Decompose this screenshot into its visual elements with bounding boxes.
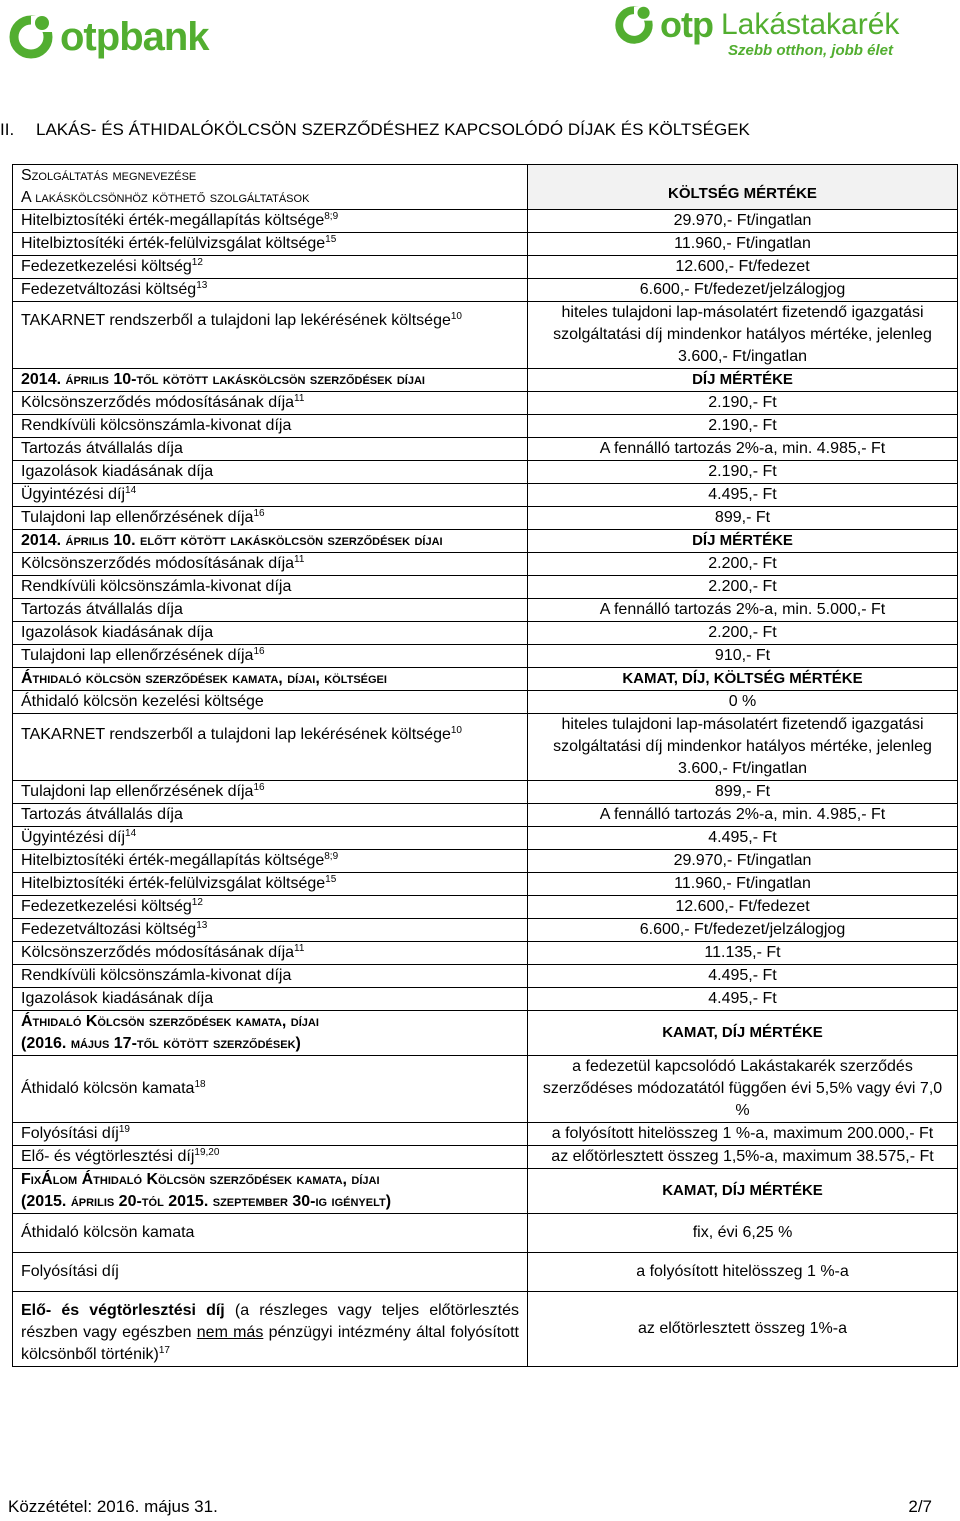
- g4-title: Áthidaló kölcsön szerződések kamata, díjai, költségei: [13, 668, 528, 691]
- g5-value: a fedezetül kapcsolódó Lakástakarék szerződés szerződéses módozatától függően évi 5,5% vagy évi 7,0 %: [528, 1056, 958, 1123]
- g2-value: 2.190,- Ft: [528, 415, 958, 438]
- g4-value: 4.495,- Ft: [528, 965, 958, 988]
- g6-fee-label: Folyósítási díj: [13, 1253, 528, 1292]
- section-title-text: LAKÁS- ÉS ÁTHIDALÓKÖLCSÖN SZERZŐDÉSHEZ KAPCSOLÓDÓ DÍJAK ÉS KÖLTSÉGEK: [36, 120, 750, 139]
- g4-label: Kölcsönszerződés módosításának díja$^{11}$: [13, 942, 528, 965]
- footnote-ref: 12: [191, 257, 203, 268]
- g4-takarnet-label: TAKARNET rendszerből a tulajdoni lap lekérésének költsége$^{10}$: [13, 714, 528, 781]
- g4-value: 6.600,- Ft/fedezet/jelzálogjog: [528, 919, 958, 942]
- footnote-ref: 8;9: [324, 851, 339, 862]
- footnote-ref: 13: [196, 920, 208, 931]
- g2-value: 2.190,- Ft: [528, 392, 958, 415]
- fees-table: [12, 164, 958, 1367]
- g6-rate-value: fix, évi 6,25 %: [528, 1214, 958, 1253]
- footnote-ref: 17: [158, 1345, 170, 1356]
- g2-value: 4.495,- Ft: [528, 484, 958, 507]
- g4-value: 29.970,- Ft/ingatlan: [528, 850, 958, 873]
- g2-title: 2014. április 10-től kötött lakáskölcsön szerződések díjai: [13, 369, 528, 392]
- footnote-ref: 18: [194, 1079, 206, 1090]
- g4-first-label: Áthidaló kölcsön kezelési költsége: [13, 691, 528, 714]
- g1-value: 29.970,- Ft/ingatlan: [528, 210, 958, 233]
- footnote-ref: 16: [253, 646, 265, 657]
- g3-value: 2.200,- Ft: [528, 576, 958, 599]
- g4-label: Tartozás átvállalás díja: [13, 804, 528, 827]
- g6-title: FixÁlom Áthidaló Kölcsön szerződések kamata, díjai (2015. április 20-tól 2015. szeptember 30-ig igényelt): [13, 1169, 528, 1214]
- g1-label: Fedezetváltozási költség$^{13}$: [13, 279, 528, 302]
- g4-value: 11.135,- Ft: [528, 942, 958, 965]
- g2-value: 2.190,- Ft: [528, 461, 958, 484]
- g6-fee-value: a folyósított hitelösszeg 1 %-a: [528, 1253, 958, 1292]
- lakastakarek-logo-text: Lakástakarék: [720, 8, 900, 41]
- g4-value: 11.960,- Ft/ingatlan: [528, 873, 958, 896]
- otpbank-logo: [8, 14, 209, 60]
- g6-rate-label: Áthidaló kölcsön kamata: [13, 1214, 528, 1253]
- g2-label: Tartozás átvállalás díja: [13, 438, 528, 461]
- g2-label: Ügyintézési díj$^{14}$: [13, 484, 528, 507]
- g3-label: Tulajdoni lap ellenőrzésének díja$^{16}$: [13, 645, 528, 668]
- g5-title: Áthidaló Kölcsön szerződések kamata, díjai (2016. május 17-től kötött szerződések): [13, 1011, 528, 1056]
- g4-head-right: KAMAT, DÍJ, KÖLTSÉG MÉRTÉKE: [528, 668, 958, 691]
- cost-header: KÖLTSÉG MÉRTÉKE: [528, 165, 958, 210]
- footnote-ref: 12: [191, 897, 203, 908]
- footnote-ref: 15: [325, 234, 337, 245]
- g3-label: Rendkívüli kölcsönszámla-kivonat díja: [13, 576, 528, 599]
- g3-value: 2.200,- Ft: [528, 553, 958, 576]
- otpbank-logo-text: otpbank: [60, 14, 209, 59]
- footnote-ref: 16: [253, 782, 265, 793]
- g3-label: Tartozás átvállalás díja: [13, 599, 528, 622]
- footnote-ref: 11: [294, 943, 305, 954]
- g4-value: A fennálló tartozás 2%-a, min. 4.985,- Ft: [528, 804, 958, 827]
- g4-value: 12.600,- Ft/fedezet: [528, 896, 958, 919]
- g5-label: Elő- és végtörlesztési díj$^{19,20}$: [13, 1146, 528, 1169]
- g5-value: a folyósított hitelösszeg 1 %-a, maximum 200.000,- Ft: [528, 1123, 958, 1146]
- otp-logo-text: otp: [660, 4, 713, 45]
- g5-head-right: KAMAT, DÍJ MÉRTÉKE: [528, 1011, 958, 1056]
- footnote-ref: 11: [294, 554, 305, 565]
- takarnet-label: TAKARNET rendszerből a tulajdoni lap lekérésének költsége$^{10}$: [13, 302, 528, 369]
- g4-label: Hitelbiztosítéki érték-felülvizsgálat költsége$^{15}$: [13, 873, 528, 896]
- g5-label: Folyósítási díj$^{19}$: [13, 1123, 528, 1146]
- g2-label: Rendkívüli kölcsönszámla-kivonat díja: [13, 415, 528, 438]
- g5-label: Áthidaló kölcsön kamata$^{18}$: [13, 1056, 528, 1123]
- logo-slogan: Szebb otthon, jobb élet: [728, 42, 893, 59]
- g4-label: Ügyintézési díj$^{14}$: [13, 827, 528, 850]
- g4-first-value: 0 %: [528, 691, 958, 714]
- g2-value: 899,- Ft: [528, 507, 958, 530]
- g2-label: Tulajdoni lap ellenőrzésének díja$^{16}$: [13, 507, 528, 530]
- g4-value: 899,- Ft: [528, 781, 958, 804]
- g3-value: 2.200,- Ft: [528, 622, 958, 645]
- g3-head-right: DÍJ MÉRTÉKE: [528, 530, 958, 553]
- g1-value: 11.960,- Ft/ingatlan: [528, 233, 958, 256]
- g4-label: Hitelbiztosítéki érték-megállapítás költsége$^{8;9}$: [13, 850, 528, 873]
- footnote-ref: 19: [118, 1124, 130, 1135]
- g1-label: Fedezetkezelési költség$^{12}$: [13, 256, 528, 279]
- footnote-ref: 14: [125, 485, 137, 496]
- g3-value: 910,- Ft: [528, 645, 958, 668]
- g6-head-right: KAMAT, DÍJ MÉRTÉKE: [528, 1169, 958, 1214]
- g3-value: A fennálló tartozás 2%-a, min. 5.000,- Ft: [528, 599, 958, 622]
- footnote-ref: 11: [294, 393, 305, 404]
- g3-label: Igazolások kiadásának díja: [13, 622, 528, 645]
- g2-label: Kölcsönszerződés módosításának díja$^{11}$: [13, 392, 528, 415]
- table-head-left: [13, 165, 528, 210]
- g2-label: Igazolások kiadásának díja: [13, 461, 528, 484]
- g2-value: A fennálló tartozás 2%-a, min. 4.985,- Ft: [528, 438, 958, 461]
- g1-value: 6.600,- Ft/fedezet/jelzálogjog: [528, 279, 958, 302]
- g5-value: az előtörlesztett összeg 1,5%-a, maximum 38.575,- Ft: [528, 1146, 958, 1169]
- g3-title: 2014. április 10. előtt kötött lakáskölcsön szerződések díjai: [13, 530, 528, 553]
- g6-prepay-label: Elő- és végtörlesztési díj (a részleges vagy teljes előtörlesztés részben vagy egészben nem más pénzügyi intézmény által folyósított kölcsönből történik)$^{17}$: [13, 1292, 528, 1367]
- service-name-header: Szolgáltatás megnevezése: [21, 167, 197, 184]
- g6-prepay-value: az előtörlesztett összeg 1%-a: [528, 1292, 958, 1367]
- g2-head-right: DÍJ MÉRTÉKE: [528, 369, 958, 392]
- footnote-ref: 8;9: [324, 211, 339, 222]
- g1-value: 12.600,- Ft/fedezet: [528, 256, 958, 279]
- otp-swirl-icon: [614, 5, 654, 45]
- g4-value: 4.495,- Ft: [528, 827, 958, 850]
- footnote-ref: 19,20: [194, 1147, 220, 1158]
- footnote-ref: 10: [450, 311, 462, 322]
- services-header: A lakáskölcsönhöz köthető szolgáltatások: [21, 189, 310, 206]
- footnote-ref: 15: [325, 874, 337, 885]
- publish-date: Közzététel: 2016. május 31.: [8, 1497, 218, 1516]
- footnote-ref: 13: [196, 280, 208, 291]
- page-number: 2/7: [908, 1497, 932, 1516]
- g1-label: Hitelbiztosítéki érték-felülvizsgálat költsége$^{15}$: [13, 233, 528, 256]
- g4-label: Fedezetkezelési költség$^{12}$: [13, 896, 528, 919]
- footnote-ref: 10: [450, 725, 462, 736]
- g4-label: Fedezetváltozási költség$^{13}$: [13, 919, 528, 942]
- section-number: II.: [0, 120, 15, 139]
- g4-label: Igazolások kiadásának díja: [13, 988, 528, 1011]
- g4-label: Rendkívüli kölcsönszámla-kivonat díja: [13, 965, 528, 988]
- otp-lakastakarek-logo: [614, 4, 899, 59]
- g4-takarnet-value: hiteles tulajdoni lap-másolatért fizetendő igazgatási szolgáltatási díj mindenkor hatályos mértéke, jelenleg 3.600,- Ft/ingatlan: [528, 714, 958, 781]
- g1-label: Hitelbiztosítéki érték-megállapítás költsége$^{8;9}$: [13, 210, 528, 233]
- g4-label: Tulajdoni lap ellenőrzésének díja$^{16}$: [13, 781, 528, 804]
- takarnet-value: hiteles tulajdoni lap-másolatért fizetendő igazgatási szolgáltatási díj mindenkor hatályos mértéke, jelenleg 3.600,- Ft/ingatlan: [528, 302, 958, 369]
- otp-swirl-icon: [8, 14, 54, 60]
- g3-label: Kölcsönszerződés módosításának díja$^{11}$: [13, 553, 528, 576]
- footnote-ref: 16: [253, 508, 265, 519]
- footnote-ref: 14: [125, 828, 137, 839]
- g4-value: 4.495,- Ft: [528, 988, 958, 1011]
- page-header: [0, 0, 960, 95]
